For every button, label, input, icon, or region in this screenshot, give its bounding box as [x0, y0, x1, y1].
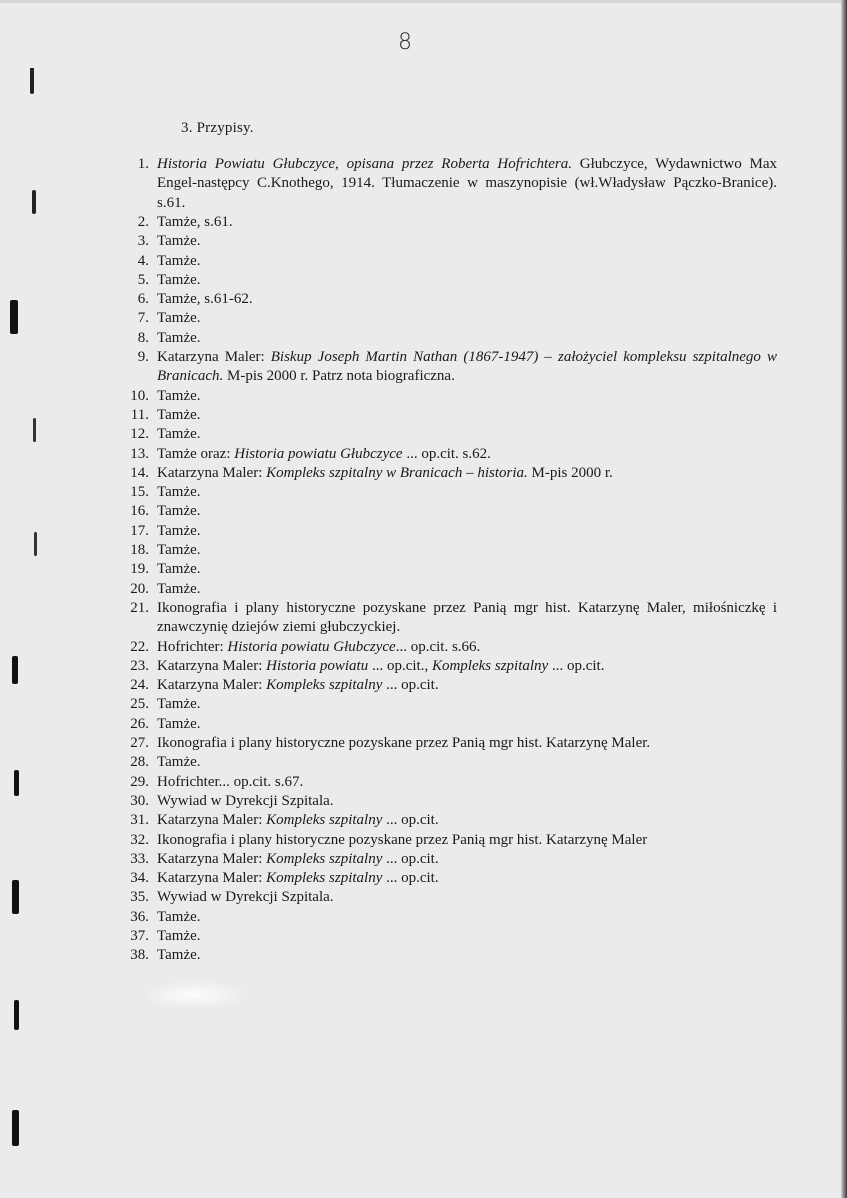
footnote-text-part: Tamże. — [157, 426, 201, 443]
footnote-number: 13. — [130, 445, 149, 462]
footnote-text-part: M-pis 2000 r. Patrz nota biograficzna. — [223, 368, 455, 385]
footnote-text — [157, 213, 777, 232]
footnote-number: 14. — [130, 464, 149, 481]
footnote-italic-title: Kompleks szpitalny w Branicach – historia. — [266, 464, 528, 481]
footnote-text-part: Katarzyna Maler: — [157, 677, 267, 694]
footnote-text — [157, 850, 777, 869]
binder-mark — [30, 68, 34, 94]
footnote-text-part: Katarzyna Maler: — [157, 657, 267, 674]
footnote-text-part: Tamże. — [157, 329, 201, 346]
scan-right-edge — [841, 0, 847, 1198]
footnote-number: 6. — [137, 291, 149, 308]
footnote-text — [157, 676, 777, 695]
footnote-text — [157, 908, 777, 927]
binder-mark — [14, 770, 19, 796]
footnote-text — [157, 155, 777, 213]
footnote-number: 32. — [130, 831, 149, 848]
footnote-number: 37. — [130, 928, 149, 944]
footnote-text — [157, 329, 777, 348]
footnote-number: 11. — [130, 406, 149, 423]
scan-top-edge — [0, 0, 847, 3]
footnote-number: 3. — [137, 233, 149, 250]
footnote-italic-title: Kompleks szpitalny — [266, 850, 383, 867]
footnote-text-part: Hofrichter... op.cit. s.67. — [157, 773, 304, 790]
footnote-text-part: Tamże. — [157, 503, 201, 520]
footnote-text — [157, 522, 777, 541]
footnote-text-part: Tamże. — [157, 310, 201, 327]
footnote-text-part: ... op.cit. s.66. — [395, 638, 481, 655]
footnote-text — [157, 927, 777, 946]
footnote-text — [157, 792, 777, 811]
footnote-text-part: Tamże. — [157, 696, 201, 713]
footnote-text — [157, 715, 777, 734]
footnote-number: 15. — [130, 484, 149, 501]
binder-mark — [14, 1000, 19, 1030]
footnote-text-part: Tamże. — [157, 484, 201, 501]
footnote-text — [157, 734, 777, 753]
binder-mark — [34, 532, 37, 556]
footnote-text-part: Tamże, s.61-62. — [157, 291, 253, 308]
footnote-text-part: Tamże. — [157, 947, 201, 964]
footnote-number: 20. — [130, 580, 149, 597]
footnote-number: 36. — [130, 908, 149, 925]
footnote-text-part: Tamże. — [157, 561, 201, 578]
footnote-number: 8. — [137, 329, 149, 346]
footnote-number: 28. — [130, 754, 149, 771]
binder-mark — [10, 300, 18, 334]
footnote-text-part: Tamże. — [157, 387, 201, 404]
footnote-text-part: ... op.cit., — [368, 657, 432, 674]
section-heading: 3. Przypisy. — [181, 120, 254, 136]
footnote-text-part: ... op.cit. — [382, 677, 439, 694]
footnote-number: 30. — [130, 792, 149, 809]
footnote-text-part: Tamże. — [157, 542, 201, 558]
footnote-text — [157, 599, 777, 638]
footnote-number: 23. — [130, 657, 149, 674]
binder-mark — [32, 190, 36, 214]
page-number: 8 — [398, 30, 412, 55]
footnote-italic-title: Kompleks szpitalny — [266, 677, 383, 694]
footnote-number: 29. — [130, 773, 149, 790]
footnote-number: 24. — [130, 677, 149, 694]
footnote-number: 33. — [130, 850, 149, 867]
footnote-text-part: Ikonografia i plany historyczne pozyskane przez Panią mgr hist. Katarzynę Maler, miłośniczkę i znawczynię dziejów ziemi głubczyckiej. — [157, 599, 777, 636]
footnote-text — [157, 580, 777, 599]
footnote-text — [157, 483, 777, 502]
footnote-text — [157, 888, 777, 907]
footnote-number: 22. — [130, 638, 149, 655]
footnote-text-part: Katarzyna Maler: — [157, 464, 267, 481]
footnote-number: 18. — [130, 542, 149, 558]
footnote-text-part: Tamże. — [157, 271, 201, 288]
footnote-text-part: Tamże. — [157, 715, 201, 732]
footnote-text-part: Katarzyna Maler: — [157, 349, 271, 365]
footnote-italic-title: Historia powiatu — [266, 657, 369, 674]
footnote-text-part: Tamże. — [157, 580, 201, 597]
footnote-text-part: Tamże. — [157, 252, 201, 269]
footnote-italic-title: Kompleks szpitalny — [266, 870, 383, 887]
footnote-text-part: Tamże. — [157, 908, 201, 925]
footnote-number: 26. — [130, 715, 149, 732]
footnote-text — [157, 869, 777, 888]
footnote-text-part: Wywiad w Dyrekcji Szpitala. — [157, 792, 334, 809]
footnote-text-part: Tamże, s.61. — [157, 213, 233, 230]
binder-mark — [12, 656, 18, 684]
footnote-text — [157, 638, 777, 657]
footnote-text-part: ... op.cit. — [548, 657, 605, 674]
footnote-text-part: Ikonografia i plany historyczne pozyskane przez Panią mgr hist. Katarzynę Maler. — [157, 735, 651, 751]
footnote-number: 1. — [137, 156, 149, 172]
footnote-text-part: Tamże. — [157, 754, 201, 771]
footnote-text-part: Katarzyna Maler: — [157, 870, 267, 887]
footnote-text-part: ... op.cit. — [382, 812, 439, 829]
footnote-italic-title: Biskup Joseph Martin Nathan (1867-1947) – założyciel kompleksu szpitalnego w Branicach. — [157, 349, 778, 385]
footnote-number: 27. — [130, 735, 149, 751]
footnote-text — [157, 445, 777, 464]
footnote-text-part: Ikonografia i plany historyczne pozyskane przez Panią mgr hist. Katarzynę Maler — [157, 831, 648, 848]
footnote-number: 16. — [130, 503, 149, 520]
footnote-text-part: Katarzyna Maler: — [157, 812, 267, 829]
footnote-text — [157, 541, 777, 560]
footnote-text-part: Hofrichter: — [157, 638, 228, 655]
footnote-text-part: Katarzyna Maler: — [157, 850, 267, 867]
footnote-number: 35. — [130, 889, 149, 906]
binder-mark — [12, 1110, 19, 1146]
footnote-text — [157, 502, 777, 521]
footnote-text — [157, 695, 777, 714]
footnote-number: 4. — [137, 252, 149, 269]
footnote-number: 9. — [137, 349, 149, 365]
footnote-text — [157, 831, 777, 850]
footnote-text — [157, 252, 777, 271]
footnote-text — [157, 464, 777, 483]
footnote-text — [157, 657, 777, 676]
footnote-text-part: Głubczyce, Wydawnictwo Max Engel-następcy C.Knothego, 1914. Tłumaczenie w maszynopisie (wł.Władysław Pączko-Branice). s.61. — [157, 156, 777, 211]
footnote-text-part: Tamże oraz: — [157, 445, 235, 462]
footnote-text-part: ... op.cit. — [382, 870, 439, 887]
footnote-number: 38. — [130, 947, 149, 964]
binder-mark — [33, 418, 36, 442]
footnote-number: 10. — [130, 387, 149, 404]
footnote-number: 25. — [130, 696, 149, 713]
footnote-text-part: Tamże. — [157, 928, 201, 944]
footnote-text-part: Tamże. — [157, 522, 201, 539]
footnote-text — [157, 387, 777, 406]
footnote-text-part: Tamże. — [157, 406, 201, 423]
footnote-text — [157, 309, 777, 328]
footnote-text-part: M-pis 2000 r. — [527, 464, 613, 481]
footnote-number: 2. — [137, 213, 149, 230]
footnote-text — [157, 946, 777, 965]
footnote-text — [157, 425, 777, 444]
footnote-number: 31. — [130, 812, 149, 829]
footnote-text-part: ... op.cit. s.62. — [402, 445, 491, 462]
footnote-text — [157, 348, 777, 387]
footnote-italic-title: Kompleks szpitalny — [431, 657, 549, 674]
footnote-number: 7. — [137, 310, 149, 327]
footnote-text — [157, 290, 777, 309]
footnote-number: 17. — [130, 522, 149, 539]
footnote-text — [157, 811, 777, 830]
footnote-text-part: Tamże. — [157, 233, 201, 250]
footnote-italic-title: Kompleks szpitalny — [266, 812, 383, 829]
footnote-text — [157, 406, 777, 425]
scan-smudge — [140, 980, 250, 1010]
footnote-italic-title: Historia powiatu Głubczyce — [234, 445, 403, 462]
footnote-text-part: ... op.cit. — [382, 850, 439, 867]
footnote-text — [157, 560, 777, 579]
footnote-text-part: Wywiad w Dyrekcji Szpitala. — [157, 889, 334, 906]
footnote-text — [157, 753, 777, 772]
footnote-number: 12. — [130, 426, 149, 443]
footnote-italic-title: Historia powiatu Głubczyce — [227, 638, 396, 655]
footnote-number: 5. — [137, 271, 149, 288]
footnote-number: 19. — [130, 561, 149, 578]
footnote-number: 21. — [130, 599, 149, 616]
footnote-number: 34. — [130, 870, 149, 887]
footnote-italic-title: Historia Powiatu Głubczyce, opisana przez Roberta Hofrichtera. — [157, 156, 572, 172]
footnote-text — [157, 271, 777, 290]
binder-mark — [12, 880, 19, 914]
footnote-text — [157, 773, 777, 792]
footnote-text — [157, 232, 777, 251]
